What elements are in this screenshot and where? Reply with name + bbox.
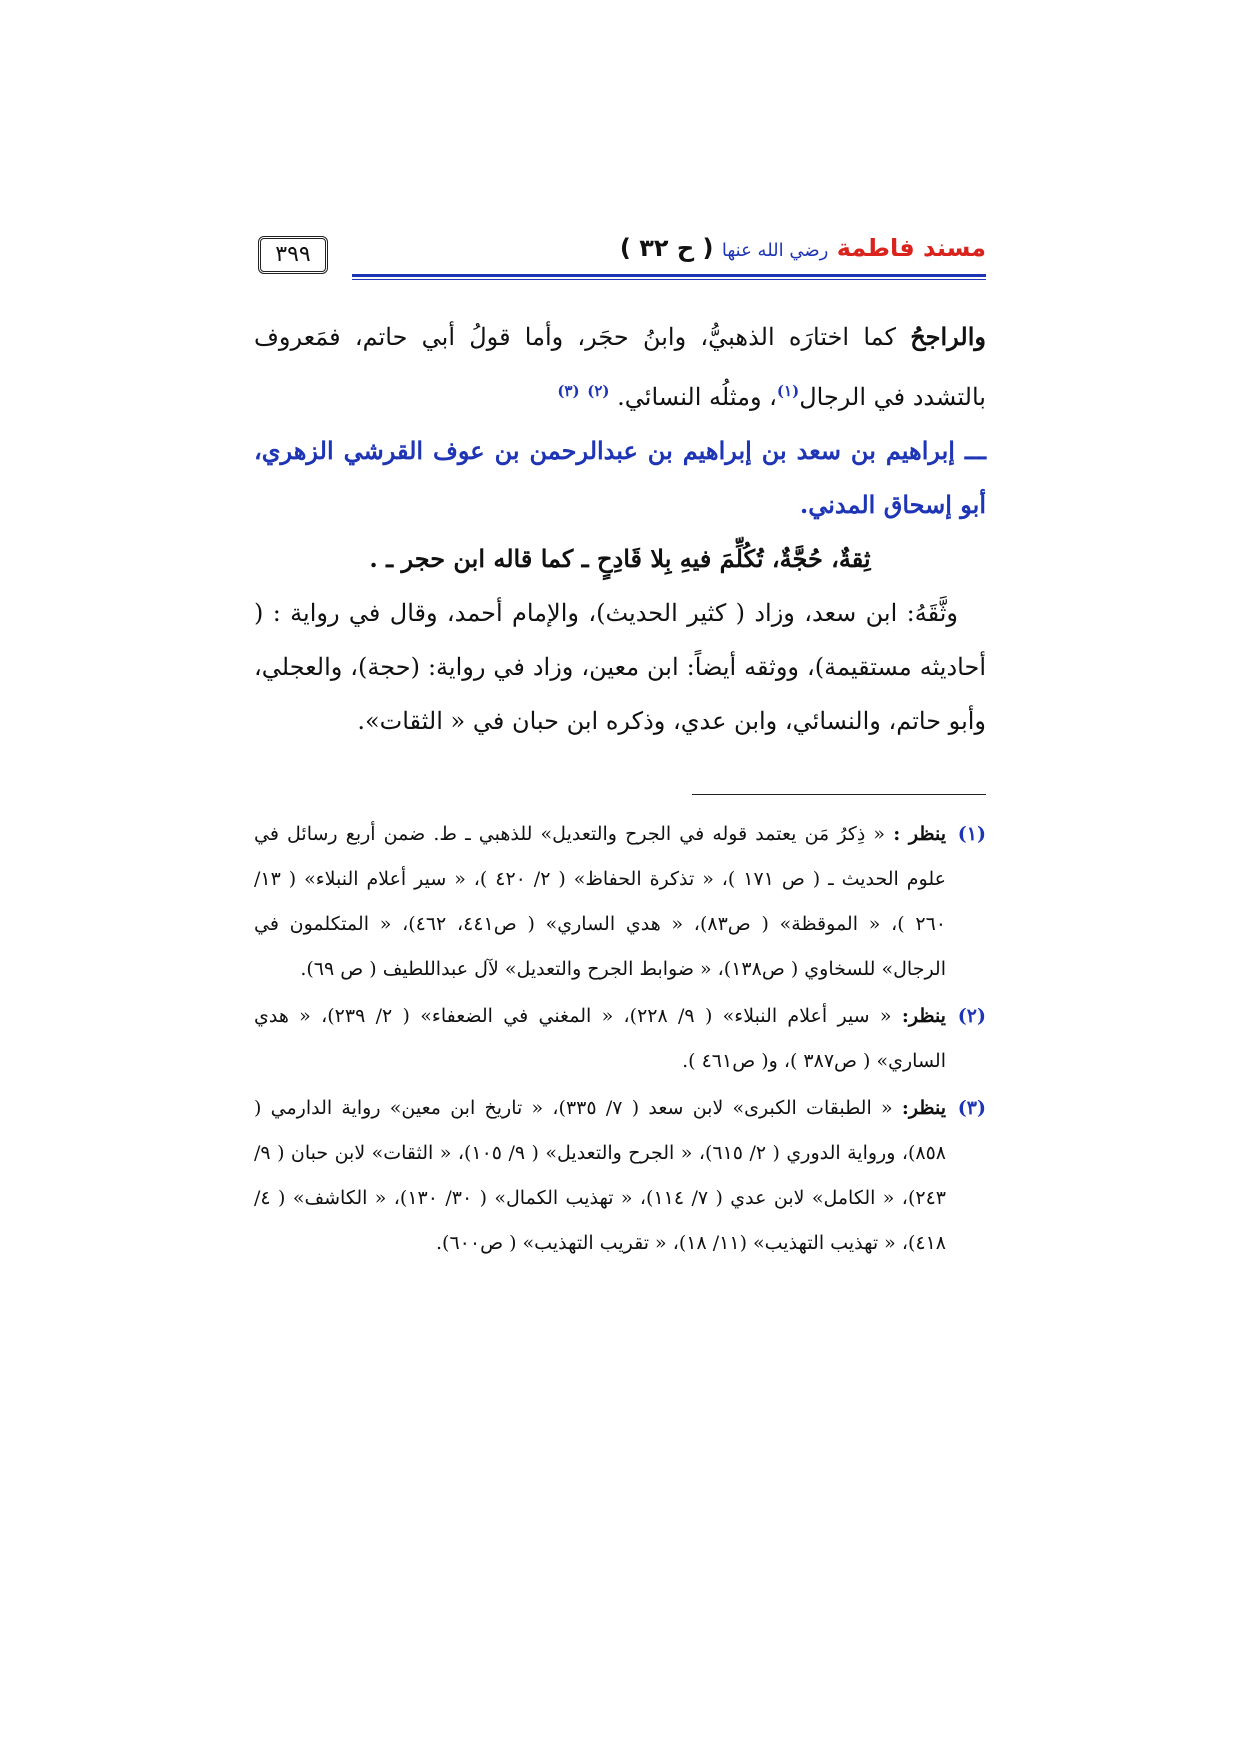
footnote-body [254,1086,946,1266]
paragraph-lead: والراجحُ [910,322,986,351]
page-number: ٣٩٩ [258,236,328,274]
footnote-ref-3[interactable]: (٣) [557,382,580,400]
title-honorific: رضي الله عنها [721,240,829,261]
footnote-lead: ينظر: [901,1005,946,1027]
footnote-2 [254,994,986,1084]
header-rule-thin [352,279,986,280]
title-book: مسند فاطمة [836,234,986,262]
narrator-verdict: ثِقةٌ، حُجَّةٌ، تُكُلِّمَ فيهِ بِلا قَادِحٍ ـ كما قاله ابن حجر ـ . [369,544,871,573]
footnote-body [254,994,946,1084]
footnote-text: « ذِكرُ مَن يعتمد قوله في الجرح والتعديل» للذهبي ـ ط. ضمن أربع رسائل في علوم الحديث ـ ( ص ١٧١ )، « تذكرة الحفاظ» ( ٢/ ٤٢٠ )، « سير أعلام النبلاء» ( ١٣/ ٢٦٠ )، « الموقظة» ( ص٨٣)، « هدي الساري» ( ص٤٤١، ٤٦٢)، « المتكلمون في الرجال» للسخاوي ( ص١٣٨)، « ضوابط الجرح والتعديل» لآل عبداللطيف ( ص ٦٩). [254,823,947,980]
footnote-number: (١) [957,823,986,845]
page-header [258,232,986,280]
paragraph-authentication: وثَّقَهُ: ابن سعد، وزاد ( كثير الحديث)، والإمام أحمد، وقال في رواية : ( أحاديثه مستقيمة)، ووثقه أيضاً: ابن معين، وزاد في رواية: (حجة)، والعجلي، وأبو حاتم، والنسائي، وابن عدي، وذكره ابن حبان في « الثقات». [254,599,986,735]
footnote-text: « سير أعلام النبلاء» ( ٩/ ٢٢٨)، « المغني في الضعفاء» ( ٢/ ٢٣٩)، « هدي الساري» ( ص٣٨٧ )، و( ص٤٦١ ). [254,1005,946,1072]
paragraph-opinion [254,310,986,424]
footnote-ref-1[interactable]: (١) [776,382,800,400]
paragraph-text-2: ، ومثلُه النسائي. [617,383,777,411]
footnote-lead: ينظر : [893,823,946,845]
footnote-divider [692,794,986,795]
running-title [620,234,986,262]
header-rule [352,274,986,277]
narrator-heading: ـــ إبراهيم بن سعد بن إبراهيم بن عبدالرحمن بن عوف القرشي الزهري، أبو إسحاق المدني. [254,436,986,519]
footnote-lead: ينظر: [901,1097,946,1119]
footnote-1 [254,812,986,992]
paragraph-text: كما اختارَه الذهبيُّ، وابنُ حجَر، وأما قولُ أبي حاتم، فمَعروف بالتشدد في الرجال [254,323,986,411]
main-text [254,310,986,748]
footnote-ref-2[interactable]: (٢) [587,382,610,400]
footnotes [254,812,986,1268]
footnote-3 [254,1086,986,1266]
footnote-body [254,812,946,992]
title-hadith-number: ( ح ٣٢ ) [619,234,714,262]
footnote-number: (٣) [957,1097,986,1119]
footnote-text: « الطبقات الكبرى» لابن سعد ( ٧/ ٣٣٥)، « تاريخ ابن معين» رواية الدارمي ( ٨٥٨)، ورواية الدوري ( ٢/ ٦١٥)، « الجرح والتعديل» ( ٩/ ١٠٥)، « الثقات» لابن حبان ( ٩/ ٢٤٣)، « الكامل» لابن عدي ( ٧/ ١١٤)، « تهذيب الكمال» ( ٣٠/ ١٣٠)، « الكاشف» ( ٤/ ٤١٨)، « تهذيب التهذيب» (١١/ ١٨)، « تقريب التهذيب» ( ص٦٠٠). [254,1097,946,1254]
footnote-number: (٢) [957,1005,986,1027]
